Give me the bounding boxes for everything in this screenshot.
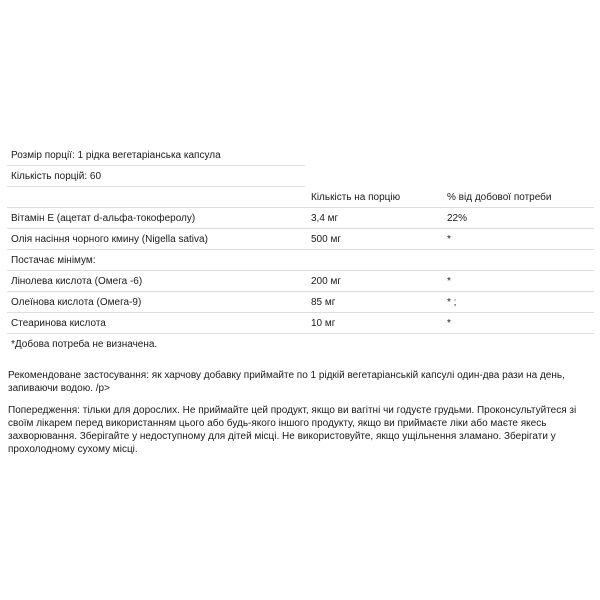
warning-text: Попередження: тільки для дорослих. Не приймайте цей продукт, якщо ви вагітні чи годуєте грудьми. Проконсультуйтеся зі своїм лікарем перед використанням цього або будь-якого іншого продукту, якщо ви приймаєте ліки або маєте якесь захворювання. Зберігайте у недоступному для дітей місці. Не використовуйте, якщо ущільнення зламано. Зберігати у прохолодному сухому місці.: [8, 405, 577, 455]
daily-value-footnote: *Добова потреба не визначена.: [11, 339, 158, 350]
nutrient-name: Олія насіння чорного кмину (Nigella sativa): [11, 234, 208, 245]
servings-count-row: [7, 166, 305, 187]
nutrient-amount: 200 мг: [311, 276, 341, 287]
nutrient-name: Лінолева кислота (Омега -6): [11, 276, 143, 287]
nutrient-amount: 85 мг: [311, 297, 336, 308]
warning-section: [8, 404, 590, 456]
serving-size: Розмір порції: 1 рідка вегетаріанська капсула: [11, 150, 221, 161]
table-row: [7, 292, 594, 313]
nutrient-amount: 3,4 мг: [311, 213, 339, 224]
serving-size-row: [7, 145, 305, 166]
table-row: [7, 313, 594, 334]
usage-section: [8, 369, 590, 395]
footnote-row: [7, 334, 594, 355]
nutrient-name: Олеїнова кислота (Омега-9): [11, 297, 142, 308]
nutrient-name: Вітамін E (ацетат d-альфа-токоферолу): [11, 213, 196, 224]
table-row: [7, 229, 594, 250]
header-amount: Кількість на порцію: [311, 192, 401, 203]
nutrient-amount: 10 мг: [311, 318, 336, 329]
usage-text: Рекомендоване застосування: як харчову добавку приймайте по 1 рідкій вегетаріанській капсулі один-два рази на день, запиваючи водою. /p>: [8, 370, 565, 394]
nutrient-amount: 500 мг: [311, 234, 341, 245]
table-row: [7, 208, 594, 229]
nutrient-name: Стеаринова кислота: [11, 318, 106, 329]
servings-count: Кількість порцій: 60: [11, 171, 102, 182]
nutrient-daily-value: * ;: [447, 297, 457, 308]
table-row: [7, 271, 594, 292]
nutrient-daily-value: 22%: [447, 213, 468, 224]
nutrient-daily-value: *: [447, 234, 451, 245]
supplement-facts-table: [7, 145, 594, 355]
nutrient-name: Постачає мінімум:: [11, 255, 96, 266]
table-header-row: [7, 187, 594, 208]
header-daily-value: % від добової потреби: [447, 192, 552, 203]
nutrient-daily-value: *: [447, 276, 451, 287]
table-row: [7, 250, 594, 271]
nutrient-daily-value: *: [447, 318, 451, 329]
